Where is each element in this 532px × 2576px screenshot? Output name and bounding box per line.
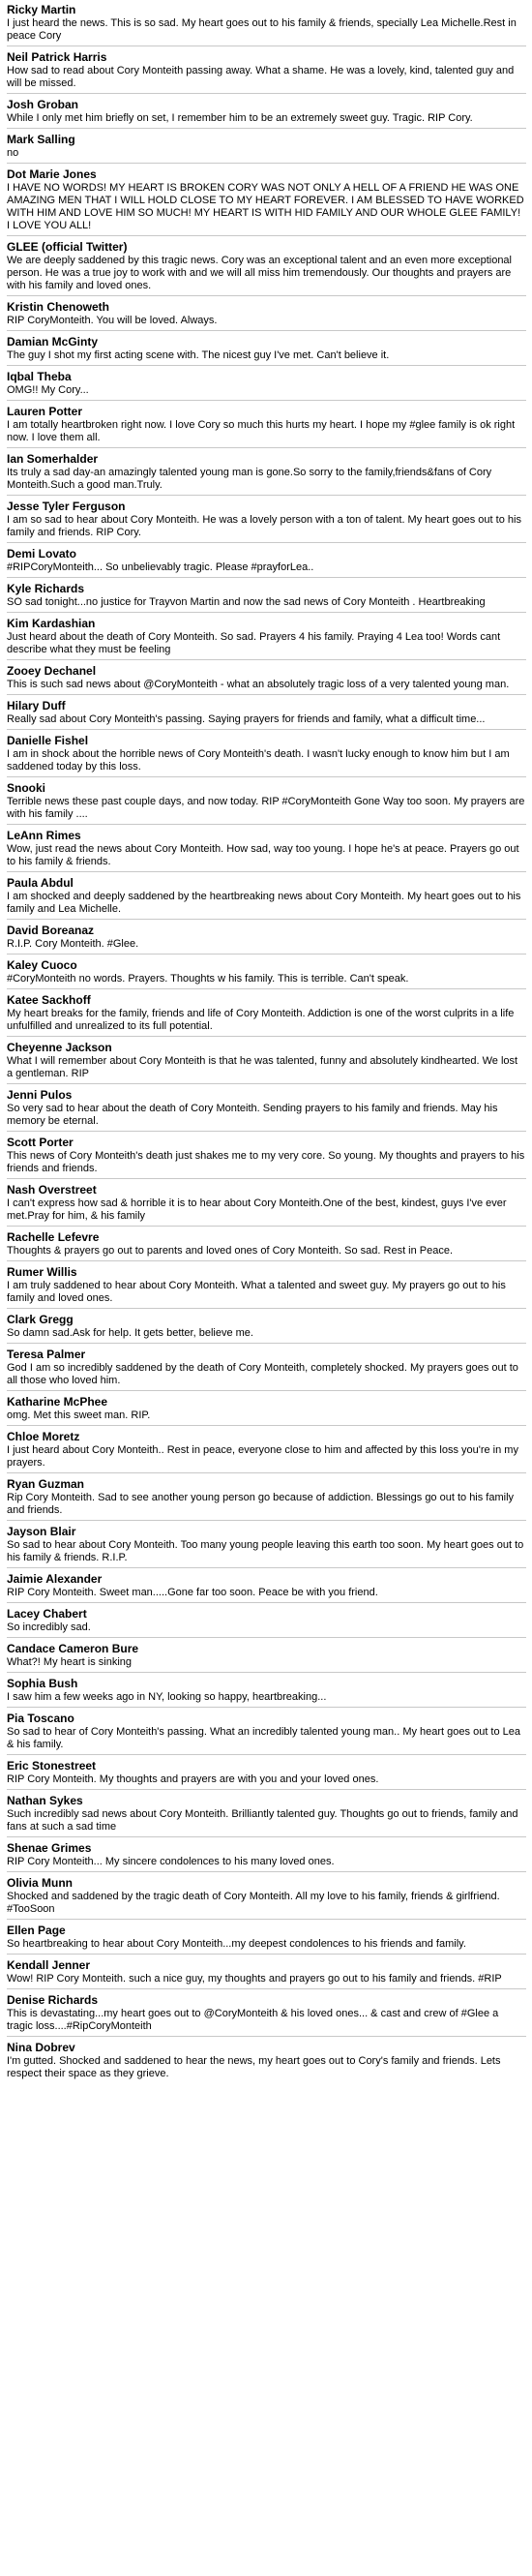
author-name: LeAnn Rimes — [7, 829, 81, 842]
author-name: Jaimie Alexander — [7, 1572, 103, 1586]
tribute-entry — [7, 235, 526, 295]
tribute-entry — [7, 1637, 526, 1672]
tribute-message: I just heard about Cory Monteith.. Rest in peace, everyone close to him and affected by this loss you're in my prayers. — [7, 1444, 518, 1469]
tribute-message: The guy I shot my first acting scene with. The nicest guy I've met. Can't believe it. — [7, 349, 390, 361]
author-name: Ricky Martin — [7, 3, 76, 16]
tribute-entry — [7, 1567, 526, 1602]
author-name: Pia Toscano — [7, 1712, 74, 1725]
tribute-entry — [7, 1520, 526, 1567]
author-name: Kaley Cuoco — [7, 958, 77, 972]
author-name: Zooey Dechanel — [7, 664, 97, 678]
author-name: Jenni Pulos — [7, 1088, 73, 1102]
tribute-entry — [7, 495, 526, 542]
tribute-entry — [7, 612, 526, 659]
author-name: Shenae Grimes — [7, 1841, 92, 1855]
author-name: Clark Gregg — [7, 1313, 74, 1326]
tribute-message: I just heard the news. This is so sad. My heart goes out to his family & friends, specially Lea Michelle.Rest in peace Cory — [7, 17, 517, 42]
author-name: Dot Marie Jones — [7, 167, 97, 181]
author-name: Ellen Page — [7, 1924, 66, 1937]
tribute-message: My heart breaks for the family, friends and life of Cory Monteith. Addiction is one of the worst culprits in a life unfulfilled and unrealized to its full potential. — [7, 1008, 515, 1032]
author-name: Nash Overstreet — [7, 1183, 97, 1197]
tribute-message: So sad to hear about Cory Monteith. Too many young people leaving this earth too soon. My heart goes out to his family & friends. R.I.P. — [7, 1539, 524, 1563]
tribute-entry — [7, 45, 526, 93]
tribute-message: Terrible news these past couple days, and now today. RIP #CoryMonteith Gone Way too soon. My prayers are with his family .... — [7, 796, 525, 820]
tribute-entry — [7, 1343, 526, 1390]
tribute-entry — [7, 1954, 526, 1988]
author-name: Ryan Guzman — [7, 1477, 85, 1491]
author-name: Cheyenne Jackson — [7, 1041, 112, 1054]
tribute-message: I saw him a few weeks ago in NY, looking so happy, heartbreaking... — [7, 1691, 327, 1703]
tribute-message: I am totally heartbroken right now. I love Cory so much this hurts my heart. I hope my #glee family is ok right now. I love them all. — [7, 419, 516, 443]
author-name: Kim Kardashian — [7, 617, 96, 630]
author-name: Kendall Jenner — [7, 1958, 91, 1972]
tribute-entry — [7, 871, 526, 919]
author-name: Ian Somerhalder — [7, 452, 99, 466]
tribute-message: Wow! RIP Cory Monteith. such a nice guy, my thoughts and prayers go out to his family and friends. #RIP — [7, 1973, 502, 1985]
tribute-entry — [7, 365, 526, 400]
author-name: Neil Patrick Harris — [7, 50, 107, 64]
author-name: Jesse Tyler Ferguson — [7, 500, 126, 513]
author-name: Katharine McPhee — [7, 1395, 108, 1409]
tribute-message: What I will remember about Cory Monteith is that he was talented, funny and absolutely kindhearted. We lost a gentleman. RIP — [7, 1055, 518, 1079]
tribute-message: omg. Met this sweet man. RIP. — [7, 1409, 151, 1421]
tribute-entry — [7, 776, 526, 824]
author-name: Candace Cameron Bure — [7, 1642, 139, 1655]
author-name: GLEE (official Twitter) — [7, 240, 128, 254]
tribute-entry — [7, 1707, 526, 1754]
author-name: Snooki — [7, 781, 46, 795]
tribute-message: Such incredibly sad news about Cory Monteith. Brilliantly talented guy. Thoughts go out to friends, family and fans at such a sad time — [7, 1808, 518, 1833]
author-name: Kyle Richards — [7, 582, 85, 595]
tribute-message: RIP Cory Monteith. Sweet man.....Gone far too soon. Peace be with you friend. — [7, 1587, 378, 1598]
tribute-message: Really sad about Cory Monteith's passing. Saying prayers for friends and family, what a difficult time... — [7, 713, 486, 725]
tribute-entry — [7, 1390, 526, 1425]
tribute-entry — [7, 400, 526, 447]
tribute-message: I am shocked and deeply saddened by the heartbreaking news about Cory Monteith. My heart goes out to his family and Lea Michelle. — [7, 891, 521, 915]
tribute-message: I am so sad to hear about Cory Monteith. He was a lovely person with a ton of talent. My heart goes out to his family and friends. RIP Cory. — [7, 514, 521, 538]
author-name: Denise Richards — [7, 1993, 99, 2007]
tribute-entry — [7, 694, 526, 729]
author-name: Teresa Palmer — [7, 1348, 86, 1361]
tribute-entry — [7, 542, 526, 577]
tribute-message: RIP Cory Monteith. My thoughts and prayers are with you and your loved ones. — [7, 1773, 379, 1785]
tribute-entry — [7, 1226, 526, 1260]
tribute-message: How sad to read about Cory Monteith passing away. What a shame. He was a lovely, kind, talented guy and will be missed. — [7, 65, 515, 89]
author-name: Lacey Chabert — [7, 1607, 87, 1621]
author-name: Demi Lovato — [7, 547, 77, 561]
tribute-message: God I am so incredibly saddened by the death of Cory Monteith, completely shocked. My prayers goes out to all those who loved him. — [7, 1362, 518, 1386]
tribute-message: So very sad to hear about the death of Cory Monteith. Sending prayers to his family and friends. May his memory be eternal. — [7, 1103, 498, 1127]
tribute-message: SO sad tonight...no justice for Trayvon Martin and now the sad news of Cory Monteith . Heartbreaking — [7, 596, 486, 608]
tribute-message: I HAVE NO WORDS! MY HEART IS BROKEN CORY WAS NOT ONLY A HELL OF A FRIEND HE WAS ONE AMAZING MEN THAT I WILL HOLD CLOSE TO MY HEART FOREVER. I AM BLESSED TO HAVE WORKED WITH HIM AND LOVE HIM SO MUCH! MY HEART IS WITH HID FAMILY AND OUR WHOLE GLEE FAMILY! I LOVE YOU ALL! — [7, 182, 524, 231]
author-name: Olivia Munn — [7, 1876, 74, 1890]
tribute-entry — [7, 659, 526, 694]
tribute-message: I am in shock about the horrible news of Cory Monteith's death. I wasn't lucky enough to know him but I am saddened today by this loss. — [7, 748, 510, 773]
tribute-entry — [7, 1988, 526, 2036]
tribute-message: This is devastating...my heart goes out to @CoryMonteith & his loved ones... & cast and crew of #Glee a tragic loss....#RipCoryMonteith — [7, 2008, 499, 2032]
tribute-entry — [7, 128, 526, 163]
tribute-message: Its truly a sad day-an amazingly talented young man is gone.So sorry to the family,friends&fans of Cory Monteith.Such a good man.Truly. — [7, 467, 492, 491]
tribute-message: We are deeply saddened by this tragic news. Cory was an exceptional talent and an even more exceptional person. He was a true joy to work with and we will all miss him tremendously. Our thoughts and prayers are with his family and loved ones. — [7, 255, 512, 291]
tribute-message: #RIPCoryMonteith... So unbelievably tragic. Please #prayforLea.. — [7, 561, 314, 573]
tribute-entry — [7, 295, 526, 330]
tribute-message: Rip Cory Monteith. Sad to see another young person go because of addiction. Blessings go out to his family and friends. — [7, 1492, 515, 1516]
tribute-message: I am truly saddened to hear about Cory Monteith. What a talented and sweet guy. My prayers go out to his family and loved ones. — [7, 1280, 506, 1304]
tribute-message: While I only met him briefly on set, I remember him to be an extremely sweet guy. Tragic. RIP Cory. — [7, 112, 473, 124]
author-name: Scott Porter — [7, 1136, 74, 1149]
tribute-entry — [7, 919, 526, 954]
tribute-entry — [7, 93, 526, 128]
tribute-message: Thoughts & prayers go out to parents and loved ones of Cory Monteith. So sad. Rest in Peace. — [7, 1245, 454, 1257]
tribute-message: Shocked and saddened by the tragic death of Cory Monteith. All my love to his family, friends & girlfriend. #TooSoon — [7, 1891, 500, 1915]
author-name: Hilary Duff — [7, 699, 66, 712]
tribute-message: So damn sad.Ask for help. It gets better, believe me. — [7, 1327, 253, 1339]
tribute-message: Wow, just read the news about Cory Monteith. How sad, way too young. I hope he's at peace. Prayers go out to his family & friends. — [7, 843, 519, 867]
author-name: Danielle Fishel — [7, 734, 89, 747]
author-name: David Boreanaz — [7, 924, 95, 937]
tribute-entry — [7, 1083, 526, 1131]
tribute-entry — [7, 1919, 526, 1954]
tribute-entry — [7, 577, 526, 612]
tribute-message: So incredibly sad. — [7, 1621, 91, 1633]
tribute-message: I'm gutted. Shocked and saddened to hear the news, my heart goes out to Cory's family and friends. Lets respect their space as they grieve. — [7, 2055, 501, 2079]
tribute-message: RIP Cory Monteith... My sincere condolences to his many loved ones. — [7, 1856, 335, 1867]
tribute-entry — [7, 3, 526, 45]
tribute-entry — [7, 447, 526, 495]
tribute-entry — [7, 1036, 526, 1083]
tribute-message: So sad to hear of Cory Monteith's passing. What an incredibly talented young man.. My heart goes out to Lea & his family. — [7, 1726, 521, 1750]
author-name: Nathan Sykes — [7, 1794, 83, 1807]
tribute-entry — [7, 2036, 526, 2083]
author-name: Chloe Moretz — [7, 1430, 80, 1443]
author-name: Sophia Bush — [7, 1677, 78, 1690]
tribute-entry — [7, 1425, 526, 1472]
author-name: Eric Stonestreet — [7, 1759, 97, 1773]
tribute-entry — [7, 1789, 526, 1836]
tribute-message: Just heard about the death of Cory Monteith. So sad. Prayers 4 his family. Praying 4 Lea too! Words cant describe what they must be feeling — [7, 631, 501, 655]
tribute-message: I can't express how sad & horrible it is to hear about Cory Monteith.One of the best, kindest, guys I've ever met.Pray for him, & his family — [7, 1197, 507, 1222]
tribute-entry — [7, 729, 526, 776]
tribute-message: no — [7, 147, 19, 159]
tribute-message: This news of Cory Monteith's death just shakes me to my very core. So young. My thoughts and prayers to his friends and friends. — [7, 1150, 525, 1174]
tribute-message: R.I.P. Cory Monteith. #Glee. — [7, 938, 139, 950]
tribute-message: #CoryMonteith no words. Prayers. Thoughts w his family. This is terrible. Can't speak. — [7, 973, 409, 985]
author-name: Mark Salling — [7, 133, 75, 146]
author-name: Kristin Chenoweth — [7, 300, 110, 314]
tribute-entry — [7, 1672, 526, 1707]
tribute-entry — [7, 1131, 526, 1178]
tribute-entry — [7, 1260, 526, 1308]
author-name: Damian McGinty — [7, 335, 99, 349]
tribute-entry — [7, 1308, 526, 1343]
tribute-entry — [7, 1472, 526, 1520]
tribute-message: So heartbreaking to hear about Cory Monteith...my deepest condolences to his friends and family. — [7, 1938, 466, 1950]
tribute-entry — [7, 1602, 526, 1637]
author-name: Nina Dobrev — [7, 2041, 75, 2054]
tribute-entry — [7, 330, 526, 365]
tribute-entry — [7, 1836, 526, 1871]
author-name: Katee Sackhoff — [7, 993, 91, 1007]
tribute-entry — [7, 824, 526, 871]
tribute-entry — [7, 163, 526, 235]
author-name: Rachelle Lefevre — [7, 1230, 100, 1244]
author-name: Lauren Potter — [7, 405, 83, 418]
author-name: Iqbal Theba — [7, 370, 72, 383]
author-name: Rumer Willis — [7, 1265, 77, 1279]
tribute-entry — [7, 1754, 526, 1789]
tribute-message: OMG!! My Cory... — [7, 384, 89, 396]
tribute-message: RIP CoryMonteith. You will be loved. Always. — [7, 315, 218, 326]
author-name: Jayson Blair — [7, 1525, 76, 1538]
tribute-entry — [7, 1178, 526, 1226]
tribute-message: This is such sad news about @CoryMonteith - what an absolutely tragic loss of a very talented young man. — [7, 679, 510, 690]
author-name: Paula Abdul — [7, 876, 74, 890]
tribute-entry — [7, 1871, 526, 1919]
tribute-entry — [7, 954, 526, 988]
author-name: Josh Groban — [7, 98, 79, 111]
tribute-entry — [7, 988, 526, 1036]
tribute-message: What?! My heart is sinking — [7, 1656, 132, 1668]
